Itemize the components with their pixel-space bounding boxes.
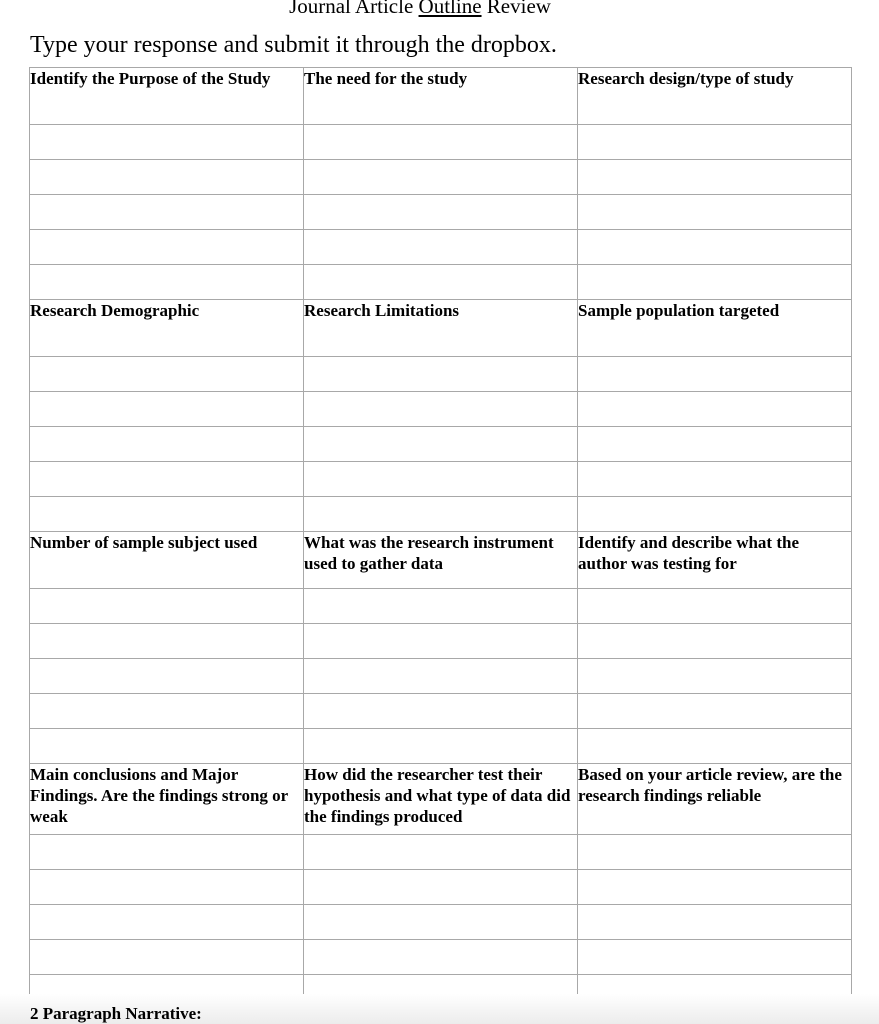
section-header-cell: Research Demographic [30, 300, 304, 357]
section-header-cell: Research design/type of study [578, 68, 852, 125]
response-cell[interactable] [30, 905, 304, 940]
response-row [30, 125, 852, 160]
response-row [30, 940, 852, 975]
response-cell[interactable] [30, 427, 304, 462]
response-row [30, 659, 852, 694]
response-cell[interactable] [304, 694, 578, 729]
response-cell[interactable] [30, 160, 304, 195]
response-cell[interactable] [304, 835, 578, 870]
response-cell[interactable] [578, 940, 852, 975]
response-cell[interactable] [304, 427, 578, 462]
response-cell[interactable] [304, 125, 578, 160]
response-cell[interactable] [30, 659, 304, 694]
section-header-cell: Sample population targeted [578, 300, 852, 357]
response-cell[interactable] [578, 497, 852, 532]
response-cell[interactable] [30, 729, 304, 764]
response-row [30, 589, 852, 624]
response-cell[interactable] [30, 870, 304, 905]
section-header-cell: Identify the Purpose of the Study [30, 68, 304, 125]
response-cell[interactable] [30, 462, 304, 497]
section-header-cell: How did the researcher test their hypothesis and what type of data did the findings produced [304, 764, 578, 835]
response-cell[interactable] [578, 624, 852, 659]
response-row [30, 497, 852, 532]
response-cell[interactable] [578, 589, 852, 624]
document-title [0, 0, 840, 18]
response-row [30, 905, 852, 940]
response-row [30, 357, 852, 392]
response-row [30, 230, 852, 265]
response-row [30, 427, 852, 462]
response-cell[interactable] [578, 125, 852, 160]
section-header-cell: Number of sample subject used [30, 532, 304, 589]
response-cell[interactable] [304, 624, 578, 659]
response-cell[interactable] [304, 357, 578, 392]
response-row [30, 835, 852, 870]
response-cell[interactable] [304, 905, 578, 940]
response-cell[interactable] [578, 230, 852, 265]
response-cell[interactable] [30, 125, 304, 160]
title-post: Review [481, 0, 551, 18]
response-cell[interactable] [304, 870, 578, 905]
response-cell[interactable] [304, 392, 578, 427]
section-header-cell: What was the research instrument used to gather data [304, 532, 578, 589]
response-cell[interactable] [304, 195, 578, 230]
response-cell[interactable] [30, 694, 304, 729]
response-cell[interactable] [578, 835, 852, 870]
response-row [30, 160, 852, 195]
section-header-row [30, 764, 852, 835]
response-cell[interactable] [304, 659, 578, 694]
section-header-cell: Research Limitations [304, 300, 578, 357]
response-cell[interactable] [578, 659, 852, 694]
response-cell[interactable] [578, 694, 852, 729]
response-cell[interactable] [304, 729, 578, 764]
section-header-cell: The need for the study [304, 68, 578, 125]
response-row [30, 870, 852, 905]
response-cell[interactable] [578, 357, 852, 392]
response-cell[interactable] [304, 265, 578, 300]
response-cell[interactable] [578, 462, 852, 497]
response-cell[interactable] [304, 497, 578, 532]
response-cell[interactable] [304, 589, 578, 624]
response-cell[interactable] [30, 392, 304, 427]
response-row [30, 624, 852, 659]
response-cell[interactable] [304, 940, 578, 975]
section-header-cell: Based on your article review, are the research findings reliable [578, 764, 852, 835]
response-cell[interactable] [30, 357, 304, 392]
response-cell[interactable] [578, 160, 852, 195]
response-cell[interactable] [578, 905, 852, 940]
response-cell[interactable] [30, 265, 304, 300]
title-pre: Journal Article [289, 0, 419, 18]
response-cell[interactable] [304, 462, 578, 497]
response-row [30, 265, 852, 300]
section-header-row [30, 532, 852, 589]
response-cell[interactable] [30, 497, 304, 532]
response-cell[interactable] [30, 940, 304, 975]
instruction-text: Type your response and submit it through the dropbox. [30, 32, 557, 58]
response-cell[interactable] [578, 870, 852, 905]
section-header-row [30, 300, 852, 357]
response-cell[interactable] [30, 835, 304, 870]
response-cell[interactable] [304, 160, 578, 195]
response-cell[interactable] [578, 427, 852, 462]
response-row [30, 195, 852, 230]
section-header-cell: Identify and describe what the author was testing for [578, 532, 852, 589]
response-cell[interactable] [578, 195, 852, 230]
response-cell[interactable] [578, 265, 852, 300]
response-cell[interactable] [30, 589, 304, 624]
response-cell[interactable] [30, 195, 304, 230]
title-underlined: Outline [418, 0, 482, 18]
section-header-row [30, 68, 852, 125]
response-cell[interactable] [30, 230, 304, 265]
narrative-label: 2 Paragraph Narrative: [30, 1004, 202, 1023]
response-row [30, 392, 852, 427]
section-header-cell: Main conclusions and Major Findings. Are the findings strong or weak [30, 764, 304, 835]
response-row [30, 694, 852, 729]
outline-table [29, 67, 852, 1010]
response-row [30, 462, 852, 497]
response-cell[interactable] [30, 624, 304, 659]
response-row [30, 729, 852, 764]
response-cell[interactable] [578, 729, 852, 764]
response-cell[interactable] [304, 230, 578, 265]
response-cell[interactable] [578, 392, 852, 427]
